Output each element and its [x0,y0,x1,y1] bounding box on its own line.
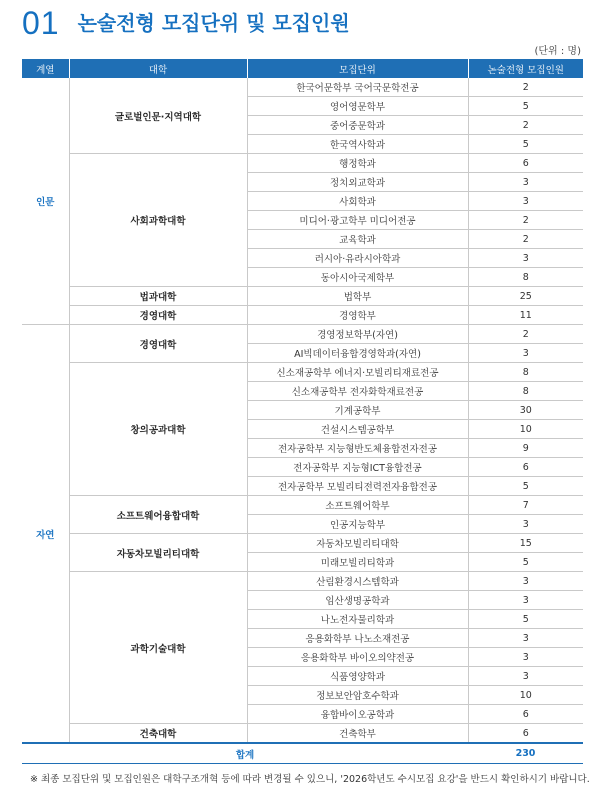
college-cell: 글로벌인문·지역대학 [69,78,247,154]
count-cell: 30 [468,401,583,420]
count-cell: 3 [468,192,583,211]
count-cell: 3 [468,344,583,363]
header-college: 대학 [69,59,247,78]
unit-cell: 식품영양학과 [247,667,468,686]
table-row [22,572,583,591]
unit-cell: 교육학과 [247,230,468,249]
unit-cell: 융합바이오공학과 [247,705,468,724]
college-cell: 경영대학 [69,306,247,325]
table-row [22,325,583,344]
college-cell: 소프트웨어융합대학 [69,496,247,534]
unit-cell: 전자공학부 지능형ICT융합전공 [247,458,468,477]
count-cell: 5 [468,477,583,496]
count-cell: 3 [468,591,583,610]
unit-cell: 중어중문학과 [247,116,468,135]
college-cell: 법과대학 [69,287,247,306]
count-cell: 5 [468,135,583,154]
header-count: 논술전형 모집인원 [468,59,583,78]
count-cell: 3 [468,515,583,534]
unit-cell: 러시아·유라시아학과 [247,249,468,268]
count-cell: 2 [468,230,583,249]
table-row [22,306,583,325]
table-row [22,363,583,382]
unit-cell: 응용화학부 나노소재전공 [247,629,468,648]
count-cell: 9 [468,439,583,458]
college-cell: 사회과학대학 [69,154,247,287]
unit-cell: 법학부 [247,287,468,306]
unit-cell: 산림환경시스템학과 [247,572,468,591]
group-cell: 자연 [22,325,69,744]
college-cell: 경영대학 [69,325,247,363]
unit-cell: 전자공학부 지능형반도체융합전자전공 [247,439,468,458]
college-cell: 건축대학 [69,724,247,744]
count-cell: 3 [468,173,583,192]
count-cell: 2 [468,78,583,97]
count-cell: 3 [468,629,583,648]
unit-cell: 기계공학부 [247,401,468,420]
count-cell: 6 [468,705,583,724]
count-cell: 5 [468,610,583,629]
header-unit: 모집단위 [247,59,468,78]
unit-cell: 신소재공학부 에너지·모빌리티재료전공 [247,363,468,382]
table-row [22,724,583,744]
table-body [22,78,583,743]
unit-cell: 행정학과 [247,154,468,173]
unit-cell: 미디어·광고학부 미디어전공 [247,211,468,230]
unit-cell: 건설시스템공학부 [247,420,468,439]
unit-cell: 소프트웨어학부 [247,496,468,515]
table-row [22,496,583,515]
unit-cell: 신소재공학부 전자화학재료전공 [247,382,468,401]
count-cell: 7 [468,496,583,515]
count-cell: 6 [468,154,583,173]
unit-cell: 경영학부 [247,306,468,325]
total-row [22,743,583,764]
footnote: ※ 최종 모집단위 및 모집인원은 대학구조개혁 등에 따라 변경될 수 있으니, '2026학년도 수시모집 요강'을 반드시 확인하시기 바랍니다. [30,774,590,785]
unit-cell: 동아시아국제학부 [247,268,468,287]
section-number: 01 [22,5,60,41]
unit-cell: 사회학과 [247,192,468,211]
table-row [22,287,583,306]
count-cell: 25 [468,287,583,306]
total-label: 합계 [22,743,468,764]
count-cell: 8 [468,268,583,287]
section-title: 논술전형 모집단위 및 모집인원 [77,11,350,35]
unit-cell: 미래모빌리티학과 [247,553,468,572]
group-cell: 인문 [22,78,69,325]
table-header-row [22,59,583,78]
college-cell: 자동차모빌리티대학 [69,534,247,572]
table-row [22,78,583,97]
unit-cell: 한국어문학부 국어국문학전공 [247,78,468,97]
count-cell: 6 [468,724,583,744]
count-cell: 10 [468,420,583,439]
count-cell: 5 [468,553,583,572]
count-cell: 3 [468,667,583,686]
unit-cell: 임산생명공학과 [247,591,468,610]
unit-cell: 인공지능학부 [247,515,468,534]
unit-cell: 나노전자물리학과 [247,610,468,629]
count-cell: 6 [468,458,583,477]
unit-cell: 전자공학부 모빌리티전력전자융합전공 [247,477,468,496]
table-row [22,154,583,173]
total-count: 230 [468,743,583,764]
count-cell: 3 [468,249,583,268]
unit-cell: 응용화학부 바이오의약전공 [247,648,468,667]
count-cell: 2 [468,211,583,230]
unit-cell: 정치외교학과 [247,173,468,192]
college-cell: 과학기술대학 [69,572,247,724]
count-cell: 2 [468,116,583,135]
table-row [22,534,583,553]
count-cell: 8 [468,363,583,382]
count-cell: 3 [468,572,583,591]
count-cell: 11 [468,306,583,325]
count-cell: 15 [468,534,583,553]
unit-cell: 영어영문학부 [247,97,468,116]
count-cell: 8 [468,382,583,401]
unit-cell: 건축학부 [247,724,468,744]
page-title [22,6,350,40]
count-cell: 10 [468,686,583,705]
admission-table [22,59,583,764]
unit-label: (단위 : 명) [534,46,581,57]
unit-cell: 정보보안암호수학과 [247,686,468,705]
unit-cell: 자동차모빌리티대학 [247,534,468,553]
unit-cell: 한국역사학과 [247,135,468,154]
count-cell: 3 [468,648,583,667]
unit-cell: 경영정보학부(자연) [247,325,468,344]
count-cell: 2 [468,325,583,344]
count-cell: 5 [468,97,583,116]
header-group: 계열 [22,59,69,78]
college-cell: 창의공과대학 [69,363,247,496]
unit-cell: AI빅데이터융합경영학과(자연) [247,344,468,363]
